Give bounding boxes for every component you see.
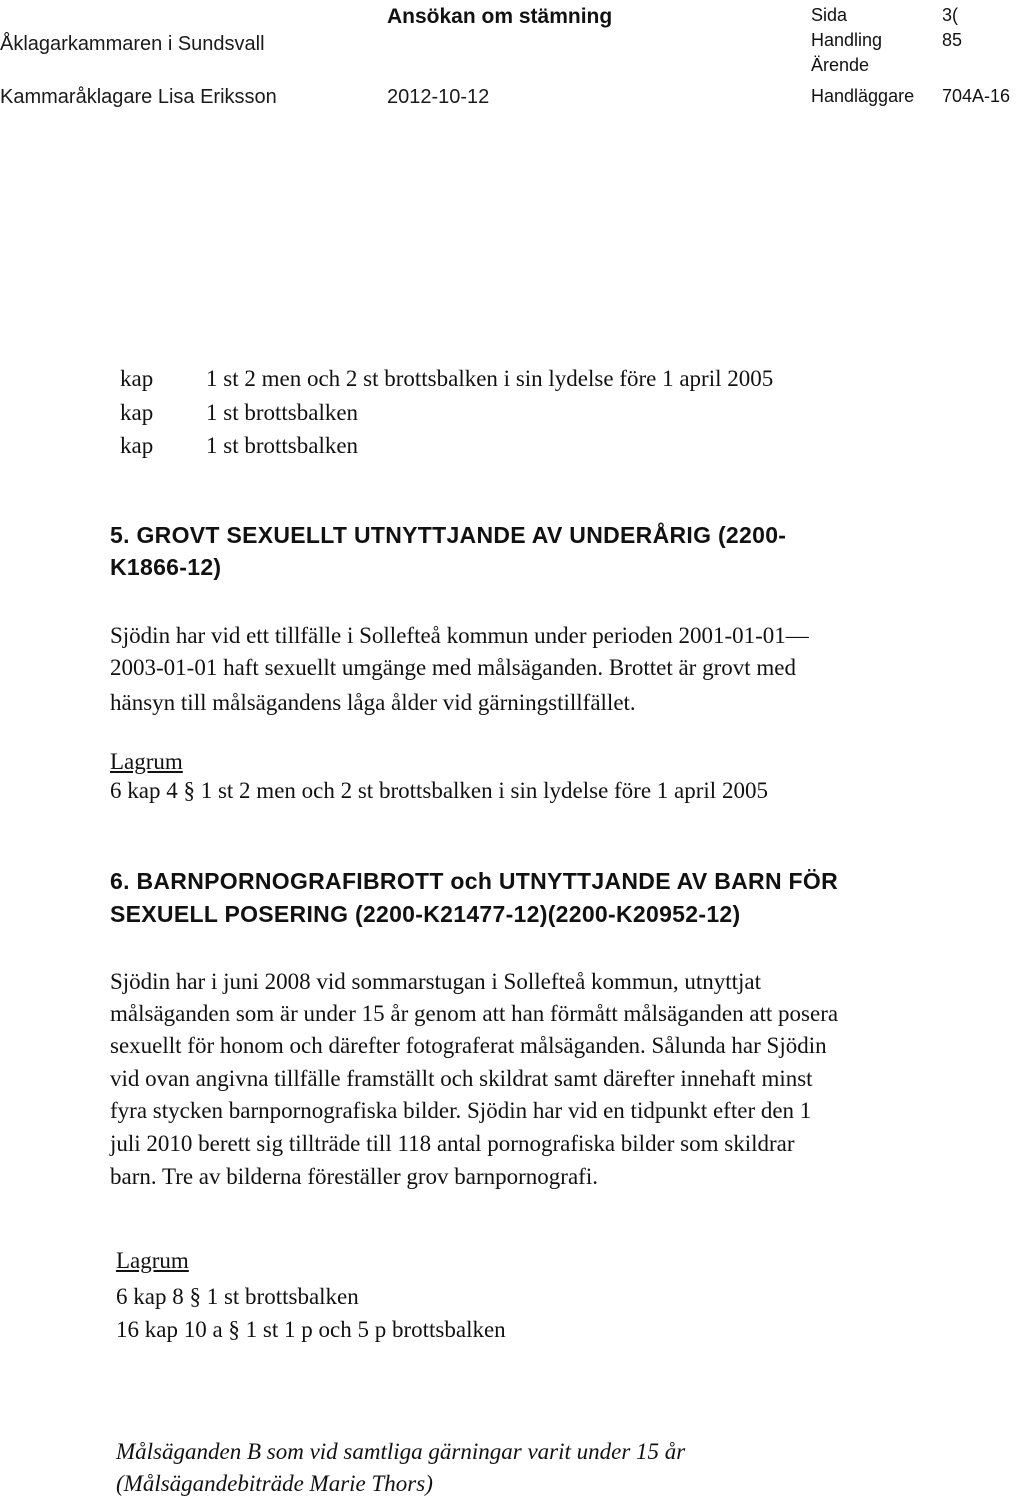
statute-text: 1 st brottsbalken	[206, 400, 359, 425]
prosecutor-name: Kammaråklagare Lisa Eriksson	[0, 86, 277, 108]
section-6-body-line: vid ovan angivna tillfälle framställt och skildrat samt därefter innehaft minst	[110, 1066, 813, 1091]
section-6-body-line: sexuellt för honom och därefter fotograferat målsäganden. Sålunda har Sjödin	[110, 1033, 827, 1058]
section-5-heading-line-2: K1866-12)	[110, 554, 222, 580]
statute-prefix: kap	[120, 400, 154, 425]
meta-value-sida: 3(	[942, 5, 959, 25]
meta-label-arende: Ärende	[811, 55, 870, 75]
section-5-body-line: 2003-01-01 haft sexuellt umgänge med målsäganden. Brottet är grovt med	[110, 655, 796, 680]
document-type: Ansökan om stämning	[387, 5, 613, 28]
meta-value-handlaggare: 704A-16	[942, 86, 1011, 106]
statute-text: 1 st 2 men och 2 st brottsbalken i sin lydelse före 1 april 2005	[206, 366, 774, 391]
document-date: 2012-10-12	[387, 86, 490, 108]
section-5-body-line: Sjödin har vid ett tillfälle i Sollefteå kommun under perioden 2001-01-01—	[110, 623, 809, 648]
meta-label-handling: Handling	[811, 30, 883, 50]
statute-prefix: kap	[120, 366, 154, 391]
plaintiff-line: Målsäganden B som vid samtliga gärningar varit under 15 år	[116, 1439, 686, 1464]
office-name: Åklagarkammaren i Sundsvall	[0, 33, 265, 55]
section-5-body-line: hänsyn till målsägandens låga ålder vid gärningstillfället.	[110, 690, 636, 715]
section-6-lagrum-label: Lagrum	[116, 1248, 189, 1273]
section-6-body-line: målsäganden som är under 15 år genom att han förmått målsäganden att posera	[110, 1001, 839, 1026]
section-6-heading-line-1: 6. BARNPORNOGRAFIBROTT och UTNYTTJANDE AV BARN FÖR	[110, 868, 838, 894]
section-5-lagrum-label: Lagrum	[110, 749, 183, 774]
section-6-body-line: barn. Tre av bilderna föreställer grov barnpornografi.	[110, 1164, 598, 1189]
section-6-body-line: juli 2010 berett sig tillträde till 118 antal pornografiska bilder som skildrar	[110, 1131, 795, 1156]
statute-prefix: kap	[120, 433, 154, 458]
section-6-heading-line-2: SEXUELL POSERING (2200-K21477-12)(2200-K20952-12)	[110, 901, 741, 927]
section-6-lagrum-line: 6 kap 8 § 1 st brottsbalken	[116, 1284, 359, 1309]
section-6-body-line: fyra stycken barnpornografiska bilder. Sjödin har vid en tidpunkt efter den 1	[110, 1098, 812, 1123]
section-5-heading-line-1: 5. GROVT SEXUELLT UTNYTTJANDE AV UNDERÅRIG (2200-	[110, 522, 787, 548]
meta-label-handlaggare: Handläggare	[811, 86, 915, 106]
plaintiff-counsel-line: (Målsägandebiträde Marie Thors)	[116, 1471, 433, 1496]
section-6-body-line: Sjödin har i juni 2008 vid sommarstugan i Sollefteå kommun, utnyttjat	[110, 969, 761, 994]
meta-value-handling: 85	[942, 30, 963, 50]
section-5-lagrum-line: 6 kap 4 § 1 st 2 men och 2 st brottsbalken i sin lydelse före 1 april 2005	[110, 778, 768, 803]
section-6-lagrum-line: 16 kap 10 a § 1 st 1 p och 5 p brottsbalken	[116, 1317, 506, 1342]
statute-text: 1 st brottsbalken	[206, 433, 359, 458]
meta-label-sida: Sida	[811, 5, 848, 25]
